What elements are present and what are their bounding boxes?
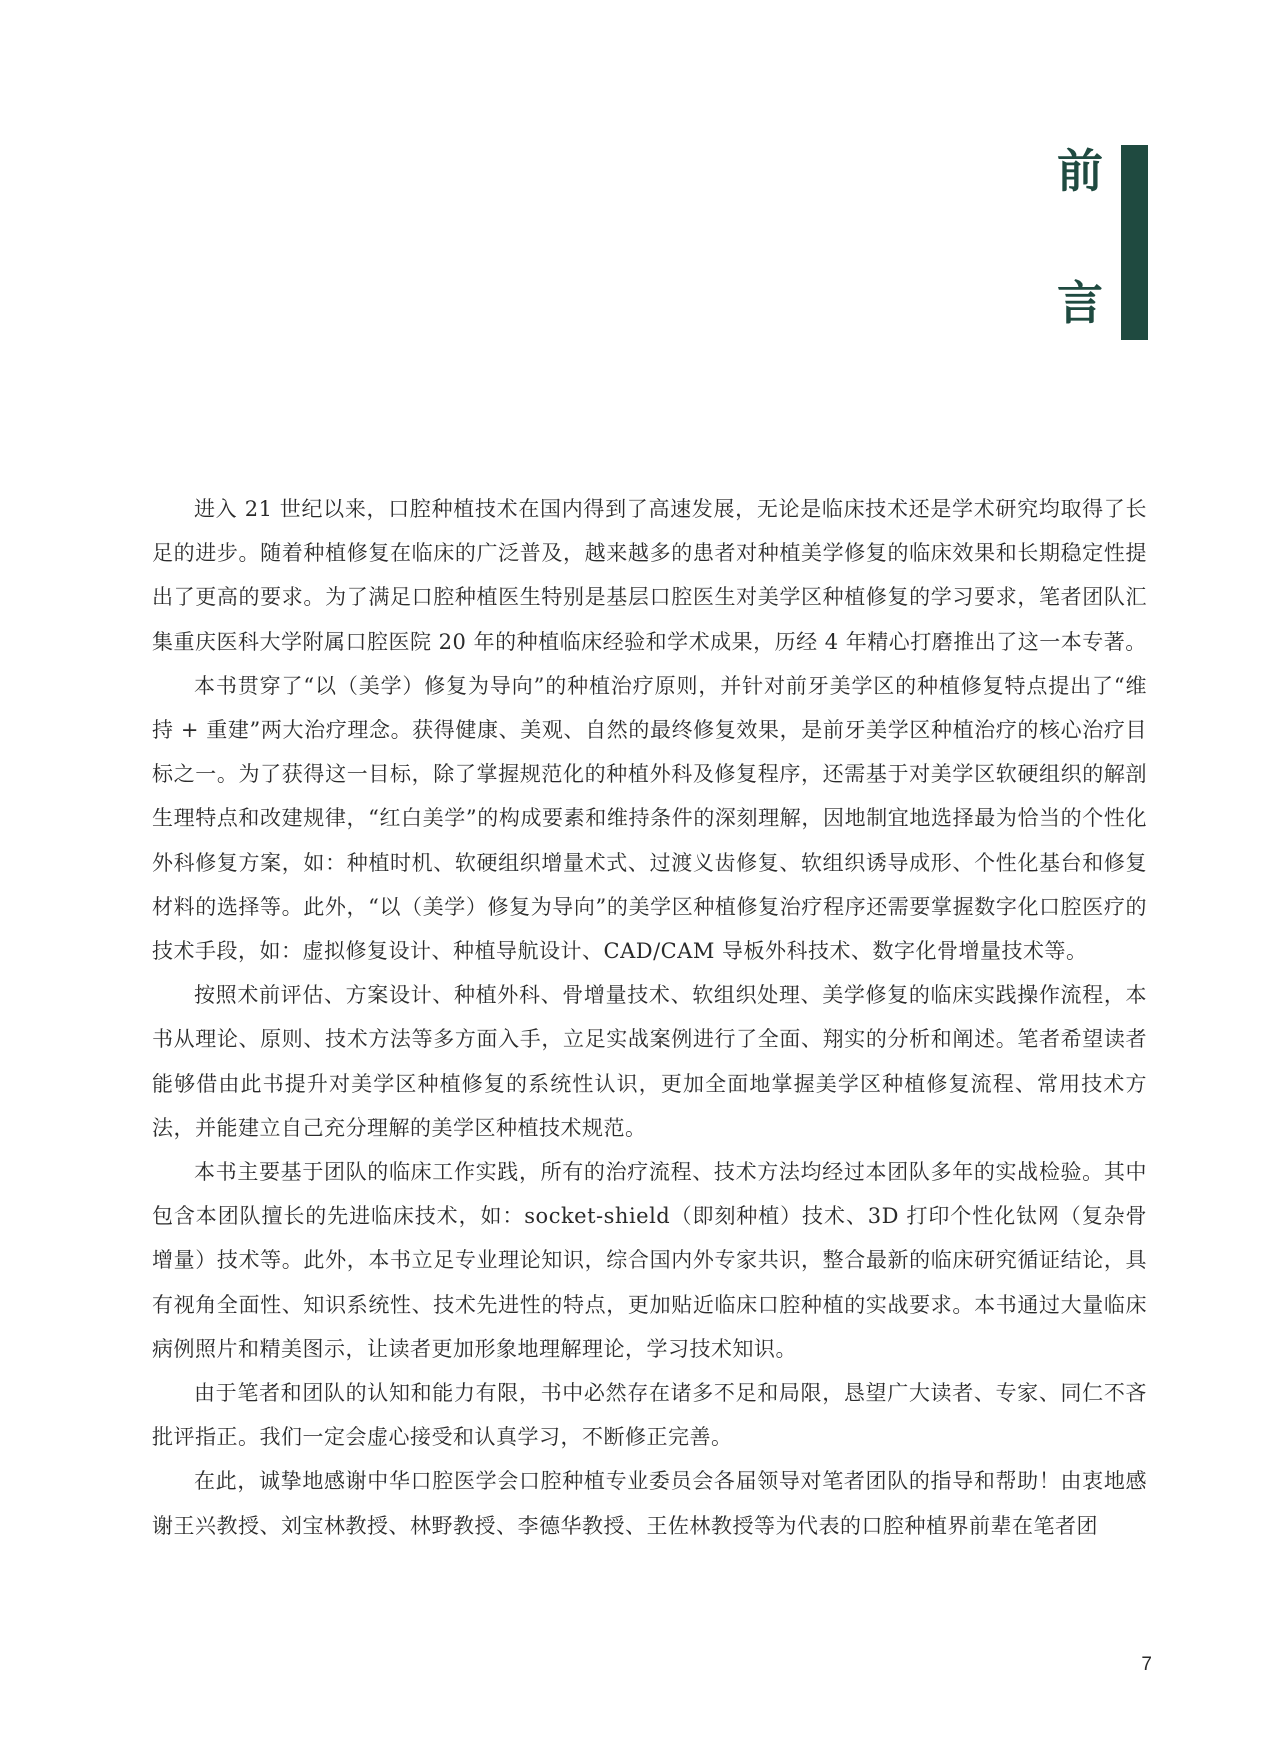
preface-heading xyxy=(1040,144,1120,330)
heading-char-1: 前 xyxy=(1057,144,1103,198)
paragraph: 本书贯穿了“以（美学）修复为导向”的种植治疗原则，并针对前牙美学区的种植修复特点提出了“维持 + 重建”两大治疗理念。获得健康、美观、自然的最终修复效果，是前牙美学区种植治疗的核心治疗目标之一。为了获得这一目标，除了掌握规范化的种植外科及修复程序，还需基于对美学区软硬组织的解剖生理特点和改建规律，“红白美学”的构成要素和维持条件的深刻理解，因地制宜地选择最为恰当的个性化外科修复方案，如：种植时机、软硬组织增量术式、过渡义齿修复、软组织诱导成形、个性化基台和修复材料的选择等。此外，“以（美学）修复为导向”的美学区种植修复治疗程序还需要掌握数字化口腔医疗的技术手段，如：虚拟修复设计、种植导航设计、CAD/CAM 导板外科技术、数字化骨增量技术等。 xyxy=(152,673,1147,964)
paragraph: 本书主要基于团队的临床工作实践，所有的治疗流程、技术方法均经过本团队多年的实战检验。其中包含本团队擅长的先进临床技术，如：socket-shield（即刻种植）技术、3D 打印个性化钛网（复杂骨增量）技术等。此外，本书立足专业理论知识，综合国内外专家共识，整合最新的临床研究循证结论，具有视角全面性、知识系统性、技术先进性的特点，更加贴近临床口腔种植的实战要求。本书通过大量临床病例照片和精美图示，让读者更加形象地理解理论，学习技术知识。 xyxy=(152,1160,1147,1361)
page-number: 7 xyxy=(1141,1654,1152,1675)
paragraph: 按照术前评估、方案设计、种植外科、骨增量技术、软组织处理、美学修复的临床实践操作流程，本书从理论、原则、技术方法等多方面入手，立足实战案例进行了全面、翔实的分析和阐述。笔者希望读者能够借由此书提升对美学区种植修复的系统性认识，更加全面地掌握美学区种植修复流程、常用技术方法，并能建立自己充分理解的美学区种植技术规范。 xyxy=(152,983,1147,1140)
title-accent-bar xyxy=(1121,145,1148,340)
heading-char-2: 言 xyxy=(1057,276,1103,330)
paragraph: 由于笔者和团队的认知和能力有限，书中必然存在诸多不足和局限，恳望广大读者、专家、同仁不吝批评指正。我们一定会虚心接受和认真学习，不断修正完善。 xyxy=(152,1381,1147,1450)
paragraph: 进入 21 世纪以来，口腔种植技术在国内得到了高速发展，无论是临床技术还是学术研究均取得了长足的进步。随着种植修复在临床的广泛普及，越来越多的患者对种植美学修复的临床效果和长期稳定性提出了更高的要求。为了满足口腔种植医生特别是基层口腔医生对美学区种植修复的学习要求，笔者团队汇集重庆医科大学附属口腔医院 20 年的种植临床经验和学术成果，历经 4 年精心打磨推出了这一本专著。 xyxy=(152,497,1147,654)
paragraph: 在此，诚挚地感谢中华口腔医学会口腔种植专业委员会各届领导对笔者团队的指导和帮助！由衷地感谢王兴教授、刘宝林教授、林野教授、李德华教授、王佐林教授等为代表的口腔种植界前辈在笔者团 xyxy=(152,1469,1147,1538)
preface-body xyxy=(152,487,1147,1548)
